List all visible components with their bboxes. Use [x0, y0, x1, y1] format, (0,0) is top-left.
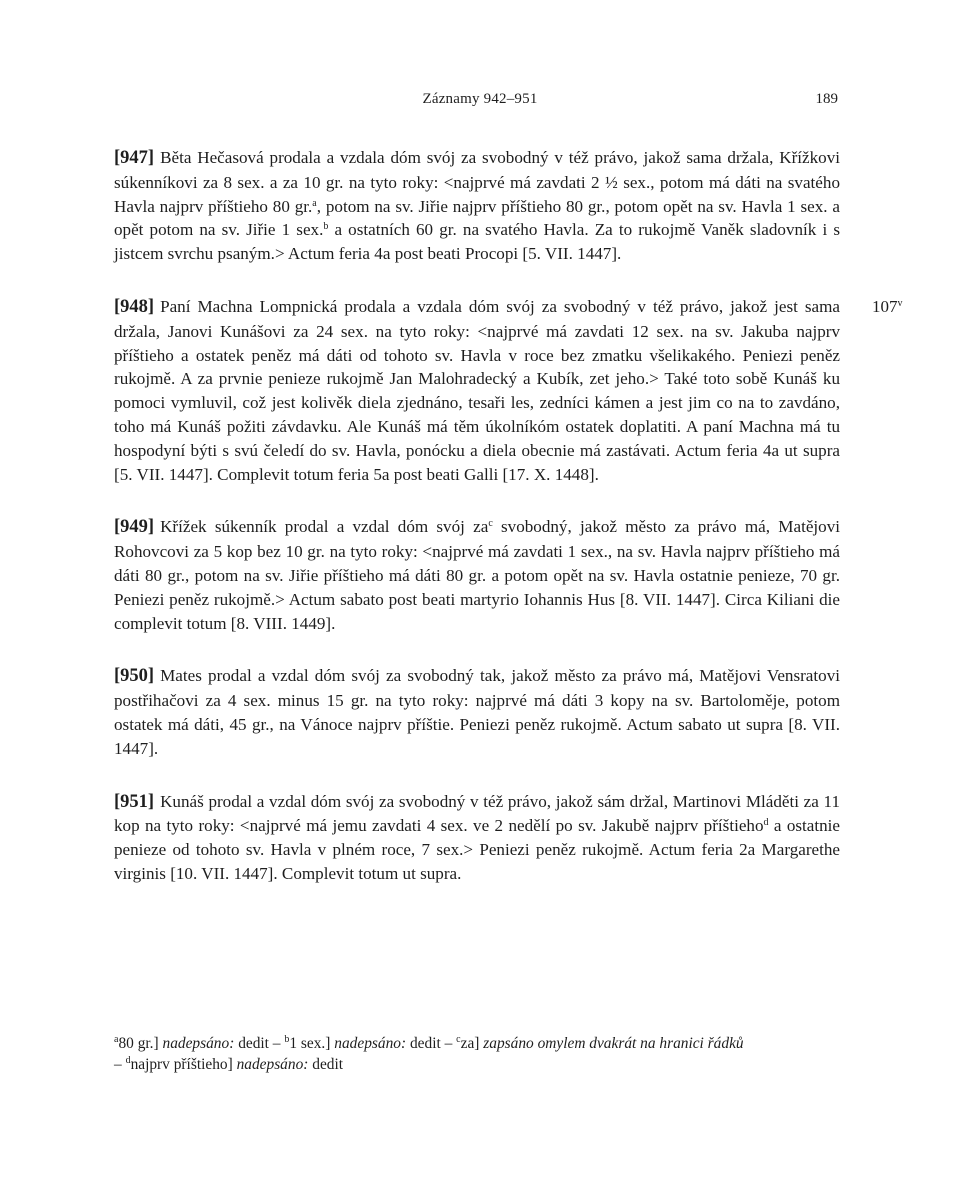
- footnote-label: nadepsáno:: [162, 1035, 235, 1052]
- footnote-lemma: 80 gr.]: [118, 1035, 159, 1052]
- entry-text: svobodný, jakož město za právo má, Matějovi Rohovcovi za 5 kop bez 10 gr. na tyto roky: <najprvé má zavdati 1 sex., na sv. Havla najprv příštieho má dáti 80 gr., potom na sv. Jiřie příštieho má dáti 80 gr. a potom opět na sv. Havla ostatnie penieze, 70 gr. Peniezi peněz rukojmě.> Actum sabato post beati martyrio Iohannis Hus [8. VII. 1447]. Circa Kiliani die complevit totum [8. VIII. 1449].: [114, 517, 840, 633]
- entry-text: a ostatnie penieze od tohoto sv. Havla v plném roce, 7 sex.> Peniezi peněz rukojmě. Actum feria 2a Margarethe virginis [10. VII. 1447]. Complevit totum ut supra.: [114, 816, 840, 883]
- running-title: Záznamy 942–951: [422, 91, 538, 107]
- entry-text: Paní Machna Lompnická prodala a vzdala dóm svój za svobodný v též právo, jakož jest sama držala, Janovi Kunášovi za 24 sex. na tyto roky: <najprvé má zavdati 12 sex. na sv. Jakuba najprv příštieho a ostatek peněz má dáti od tohoto sv. Havla v roce bez zmatku všelikakého. Peniezi peněz rukojmě. A za prvnie penieze rukojmě Jan Malohradecký a Kubík, zet jeho.> Také toto sobě Kunáš ku pomoci vymluvil, což jest kolivěk diela zjednáno, tesaři les, zedníci kámen a jest jim co na to zavdáno, toho má Kunáš požiti závdavku. Ale Kunáš má těm úkolníkóm ostatek doplatiti. A paní Machna má tu hospodyní býti s svú čeledí do sv. Havla, ponócku a diela obecnie má zastávati. Actum feria 4a ut supra [5. VII. 1447]. Complevit totum feria 5a post beati Galli [17. X. 1448].: [114, 296, 840, 484]
- entry-number: [947]: [114, 148, 155, 168]
- footnote-prefix: –: [114, 1056, 122, 1073]
- footnote-mark: a: [312, 197, 317, 209]
- entry-text: a ostatních 60 gr. na svatého Havla. Za to rukojmě Vaněk sladovník i s jistcem svrchu psaným.> Actum feria 4a post beati Procopi [5. VII. 1447].: [114, 220, 840, 264]
- footnotes: [114, 1033, 840, 1075]
- footnote-mark: d: [763, 817, 769, 829]
- footnote-line: [114, 1054, 840, 1075]
- footnote-label: nadepsáno:: [236, 1056, 309, 1073]
- entry-number: [949]: [114, 517, 155, 538]
- footnote-note: dedit –: [409, 1035, 453, 1052]
- entry-949: [114, 515, 840, 635]
- footnote-lemma: najprv příštieho]: [130, 1056, 233, 1073]
- entry-number: [948]: [114, 296, 155, 317]
- entry-text: Mates prodal a vzdal dóm svój za svobodný tak, jakož město za právo má, Matějovi Vensratovi postřihačovi za 4 sex. minus 15 gr. na tyto roky: najprvé má dáti 3 kopy na sv. Bartoloměje, potom ostatek má dáti, 45 gr., na Vánoce najprv příštie. Peniezi peněz rukojmě. Actum sabato ut supra [8. VII. 1447].: [114, 666, 840, 758]
- entry-number: [950]: [114, 666, 155, 687]
- entry-951: [114, 790, 840, 886]
- footnote-mark: c: [488, 518, 493, 530]
- footnote-label: nadepsáno:: [334, 1035, 407, 1052]
- footnote-mark: b: [323, 221, 329, 233]
- entry-948: [114, 295, 903, 486]
- folio-number: 107: [872, 296, 898, 316]
- footnote-mark: c: [456, 1034, 461, 1045]
- footnote-note: dedit –: [238, 1035, 281, 1052]
- footnote-mark: b: [284, 1034, 290, 1045]
- footnote-note: dedit: [312, 1056, 344, 1073]
- entry-number: [951]: [114, 791, 155, 812]
- entry-text: Kunáš prodal a vzdal dóm svój za svobodný v též právo, jakož sám držal, Martinovi Mláděti za 11 kop na tyto roky: <najprvé má jemu zavdati 4 sex. ve 2 nedělí po sv. Jakubě najprv příštieho: [114, 791, 840, 836]
- entry-947: [114, 146, 840, 266]
- footnote-label: zapsáno omylem dvakrát na hranici řádků: [483, 1035, 744, 1052]
- entry-text: Křížek súkenník prodal a vzdal dóm svój za: [160, 517, 489, 537]
- footnote-mark: d: [125, 1055, 131, 1066]
- page-number: 189: [815, 91, 838, 107]
- footnote-lemma: 1 sex.]: [289, 1035, 331, 1052]
- entry-950: [114, 664, 840, 760]
- footnote-mark: a: [114, 1034, 119, 1045]
- footnote-line: [114, 1033, 840, 1054]
- entry-text: Běta Hečasová prodala a vzdala dóm svój za svobodný v též právo, jakož sama držala, Křížkovi súkenníkovi za 8 sex. a za 10 gr. na tyto roky: <najprvé má zavdati 2 ½ sex., potom má dáti na svatého Havla najprv příštieho 80 gr.: [114, 148, 840, 216]
- entries-body: [114, 146, 903, 915]
- folio-side: v: [897, 297, 903, 309]
- folio-margin-note: [872, 295, 903, 319]
- entry-text: , potom na sv. Jiřie najprv příštieho 80 gr., potom opět na sv. Havla 1 sex. a opět potom na sv. Jiřie 1 sex.: [114, 196, 840, 240]
- footnote-lemma: za]: [460, 1035, 480, 1052]
